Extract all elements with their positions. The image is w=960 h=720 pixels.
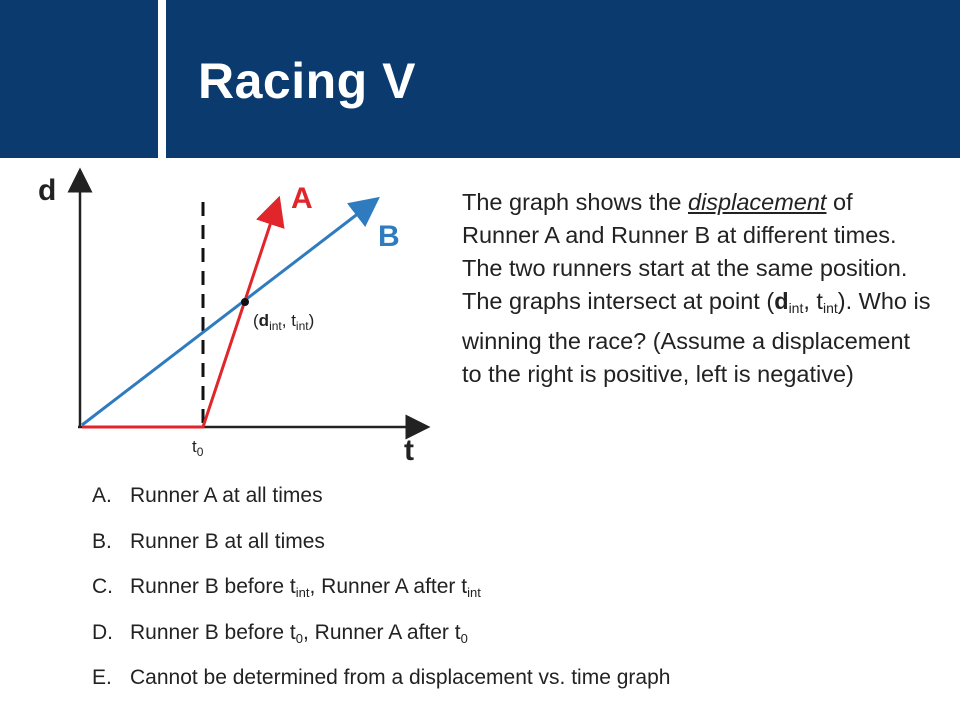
- option-a[interactable]: A. Runner A at all times: [92, 484, 323, 507]
- option-b[interactable]: B. Runner B at all times: [92, 529, 325, 553]
- y-axis-label: d: [38, 174, 57, 207]
- option-c[interactable]: C. Runner B before tint, Runner A after tint: [92, 575, 481, 600]
- runner-b-line: [82, 206, 368, 425]
- runner-b-label: B: [378, 220, 400, 253]
- option-d[interactable]: D. Runner B before t0, Runner A after t0: [92, 620, 468, 646]
- option-e[interactable]: E. Cannot be determined from a displacement vs. time graph: [92, 666, 671, 689]
- intersection-label: ($d_{int}$, $t_{int}$): [253, 311, 315, 333]
- answer-options: [92, 484, 670, 712]
- runner-a-label: A: [291, 182, 313, 215]
- runner-a-line: [82, 210, 275, 427]
- question-text: The graph shows the displacement of Runner A and Runner B at different times. The two runners start at the same position. The graphs intersect at point ($d_{int}$, $t_{int}$). Who is winning the race? (Assume a displacement to the right is positive, left is negative): [462, 189, 931, 387]
- x-axis-label: t: [404, 434, 414, 467]
- displacement-emphasis: displacement: [688, 189, 827, 215]
- slide-title: Racing V: [198, 53, 416, 109]
- displacement-time-graph: [0, 158, 460, 478]
- title-bar: [0, 0, 960, 158]
- t0-label: $t_0$: [192, 437, 204, 459]
- title-bar-divider: [158, 0, 166, 158]
- intersection-point: [241, 298, 249, 306]
